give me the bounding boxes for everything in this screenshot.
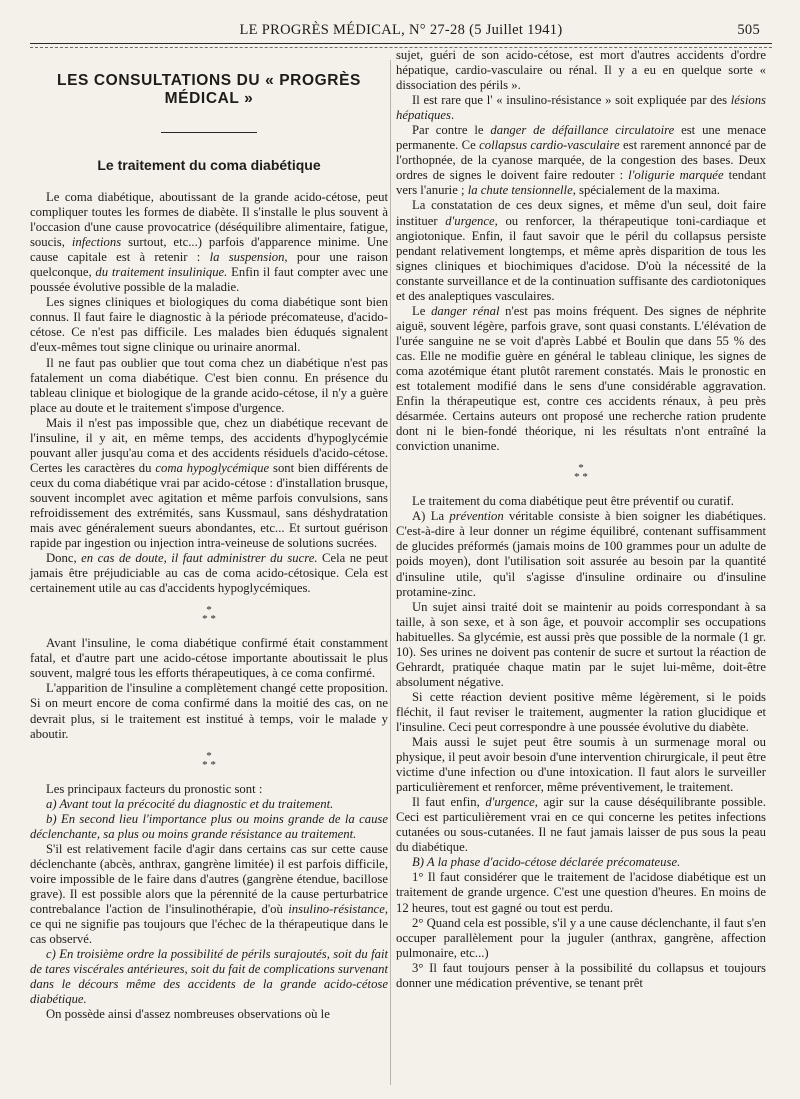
paragraph: sujet, guéri de son acido-cétose, est mort d'autres accidents d'ordre hépatique, cardio-vasculaire ou rénal. Il y a eu en quelque sorte « dissociation des périls ». — [396, 48, 766, 93]
paragraph: 2° Quand cela est possible, s'il y a une cause déclenchante, il faut s'en occuper parallèlement pour la juguler (anthrax, gangrène, affection pulmonaire, etc...) — [396, 915, 766, 960]
paragraph: Avant l'insuline, le coma diabétique confirmé était constamment fatal, et d'autre part une acido-cétose importante aboutissait le plus souvent, malgré tous les efforts thérapeutiques, à ce coma confirmé. — [30, 636, 388, 681]
paragraph: A) La prévention véritable consiste à bien soigner les diabétiques. C'est-à-dire à leur donner un régime équilibré, contenant suffisamment de glucides préformés (jamais moins de 100 grammes pour un adulte de poids moyen), dont l'utilisation soit assurée au besoin par la quantité d'insuline utile, qu'il s'agisse d'insuline ordinaire ou d'insuline protamine-zinc. — [396, 509, 766, 599]
paragraph: 3° Il faut toujours penser à la possibilité du collapsus et toujours donner une médication préventive, se tenant prêt — [396, 960, 766, 990]
paragraph: La constatation de ces deux signes, et même d'un seul, doit faire instituer d'urgence, ou renforcer, la thérapeutique toni-cardiaque et angiotonique. Enfin, il faut savoir que le péril du collapsus persiste pendant relativement longtemps, et même après disparition de tous les signes cliniques et biochimiques d'acidose. D'où la nécessité de la constante surveillance et de la continuation suffisante des cardiotoniques et des analeptiques vasculaires. — [396, 198, 766, 303]
paragraph: Mais aussi le sujet peut être soumis à un surmenage moral ou physique, il peut avoir besoin d'une intervention chirurgicale, il peut être victime d'une infection ou d'une intoxication. Il faut alors le surveiller particulièrement et renforcer, même préventivement, le traitement. — [396, 735, 766, 795]
right-column — [396, 48, 766, 991]
title-rule — [161, 132, 257, 133]
paragraph: 1° Il faut considérer que le traitement de l'acidose diabétique est un traitement de grande urgence. C'est une question d'heures. En moins de 12 heures, tout est gagné ou tout est perdu. — [396, 870, 766, 915]
running-title: LE PROGRÈS MÉDICAL, N° 27-28 (5 Juillet 1941) — [239, 22, 563, 38]
paragraph: Un sujet ainsi traité doit se maintenir au poids correspondant à sa taille, à son sexe, et à son âge, et pouvoir accomplir ses occupations habituelles. Sa glycémie, est aussi près que possible de la normale (1 gr. 10). Ses urines ne doivent pas contenir de sucre et surtout la réaction de Gehrardt, pratiquée chaque matin par le sujet lui-même, doit-être absolument négative. — [396, 599, 766, 689]
header-rule — [30, 43, 772, 44]
paragraph: Si cette réaction devient positive même légèrement, si le poids fléchit, il faut reviser le traitement, augmenter la ration glucidique et l'insuline. Ceci peut correspondre à une poussée évolutive du diabète. — [396, 689, 766, 734]
paragraph: a) Avant tout la précocité du diagnostic et du traitement. — [46, 796, 334, 811]
section-separator-stars: * * * — [574, 462, 588, 484]
paragraph: Les signes cliniques et biologiques du coma diabétique sont bien connus. Il faut faire le diagnostic à la période précomateuse, d'acido-cétose. Ce n'est pas difficile. Les malades bien éduqués signalent d'eux-mêmes tout signe clinique ou urinaire anormal. — [30, 295, 388, 355]
paragraph: On possède ainsi d'assez nombreuses observations où le — [46, 1007, 330, 1022]
paragraph: Par contre le danger de défaillance circulatoire est une menace permanente. Ce collapsus cardio-vasculaire est rarement annoncé par de l'orthopnée, de la cyanose marquée, de la congestion des bases. Deux ordres de signes le doivent faire redouter : l'oligurie marquée tendant vers l'anurie ; la chute tensionnelle, spécialement de la maxima. — [396, 123, 766, 198]
paragraph: b) En second lieu l'importance plus ou moins grande de la cause déclenchante, sa plus ou moins grande résistance au traitement. — [30, 811, 388, 841]
section-separator-stars: * * * — [202, 749, 216, 771]
paragraph: B) A la phase d'acido-cétose déclarée précomateuse. — [412, 855, 681, 870]
paragraph: Il faut enfin, d'urgence, agir sur la cause déséquilibrante possible. Ceci est particulièrement vrai en ce qui concerne les petites infections cutanées ou sous-cutanées. Il ne faut jamais laisser de pus sous la peau du diabétique. — [396, 795, 766, 855]
paragraph: Mais il n'est pas impossible que, chez un diabétique recevant de l'insuline, il y ait, en même temps, des accidents d'hypoglycémie pouvant aller jusqu'au coma et des accidents résiduels d'acido-cétose. Certes les caractères du coma hypoglycémique sont bien différents de ceux du coma diabétique vrai par acido-cétose : d'installation brusque, souvent incomplet avec agitation et même parfois convulsions, sans refroidissement des extrémités, sans Kussmaul, sans déshydratation mais avec généralement sueurs abondantes, etc... Et surtout guérison rapide par ingestion ou injection intra-veineuse de solutions sucrées. — [30, 415, 388, 551]
paragraph: Donc, en cas de doute, il faut administrer du sucre. Cela ne peut jamais être préjudiciable au cas de coma acido-cétosique. Cela est certainement utile au cas d'accidents hypoglycémiques. — [30, 551, 388, 596]
paragraph: S'il est relativement facile d'agir dans certains cas sur cette cause déclenchante (abcès, anthrax, gangrène limitée) il est parfois difficile, voire impossible de le faire dans d'autres (gangrène étendue, bacillose grave). Il est possible alors que la pérennité de la cause perturbatrice contrebalance l'action de l'insulinothérapie, d'où insulino-résistance, ce qui ne signifie pas toujours que l'échec de la thérapeutique dans le cas observé. — [30, 841, 388, 947]
article-title: Le traitement du coma diabétique — [97, 157, 321, 173]
column-divider — [390, 60, 391, 1085]
paragraph: Le danger rénal n'est pas moins fréquent. Des signes de néphrite aiguë, souvent légère, parfois grave, sont quasi constants. L'élévation de l'urée sanguine ne se voit d'après Labbé et Boulin que dans 55 % des cas. Elle ne modifie guère en général le tableau clinique, les signes de coma azotémique étant plutôt rarement constatés. Mais le pronostic en est totalement modifié dans le sens d'une considérable aggravation. Enfin la thérapeutique est, contre ces accidents rénaux, à peu près désarmée. Certains auteurs ont proposé une recherche ration prudente dont ni le bien-fondé théorique, ni les résultats n'ont entraîné la conviction unanime. — [396, 303, 766, 454]
running-header — [30, 22, 772, 42]
paragraph: c) En troisième ordre la possibilité de périls surajoutés, soit du fait de tares viscérales antérieures, soit du fait de complications survenant dans le décours même des accidents de la grande acido-cétose diabétique. — [30, 947, 388, 1007]
paragraph: Il est rare que l' « insulino-résistance » soit expliquée par des lésions hépatiques. — [396, 93, 766, 123]
paragraph: Le coma diabétique, aboutissant de la grande acido-cétose, peut compliquer toutes les formes de diabète. Il s'installe le plus souvent à l'occasion d'une cause provocatrice (déséquilibre alimentaire, fatigue, soucis, infections surtout, etc...) parfois d'apparence minime. Une cause capitale est à retenir : la suspension, pour une raison quelconque, du traitement insulinique. Enfin il faut compter avec une poussée évolutive possible de la maladie. — [30, 190, 389, 295]
paragraph: L'apparition de l'insuline a complètement changé cette proposition. Si on meurt encore de coma confirmé dans la moitié des cas, on ne devrait plus, si le traitement est institué à temps, voir le malade y aboutir. — [30, 681, 388, 741]
paragraph: Les principaux facteurs du pronostic sont : — [46, 781, 263, 796]
paragraph: Il ne faut pas oublier que tout coma chez un diabétique n'est pas fatalement un coma diabétique. C'est bien connu. En présence du tableau clinique et biologique de la grande acido-cétose, il n'y a guère place au doute et le traitement s'impose d'urgence. — [30, 355, 388, 415]
left-column — [30, 48, 388, 1022]
section-heading: LES CONSULTATIONS DU « PROGRÈS MÉDICAL » — [57, 72, 361, 107]
paragraph: Le traitement du coma diabétique peut être préventif ou curatif. — [412, 494, 734, 509]
section-separator-stars: * * * — [202, 604, 216, 626]
page-number: 505 — [737, 22, 760, 38]
